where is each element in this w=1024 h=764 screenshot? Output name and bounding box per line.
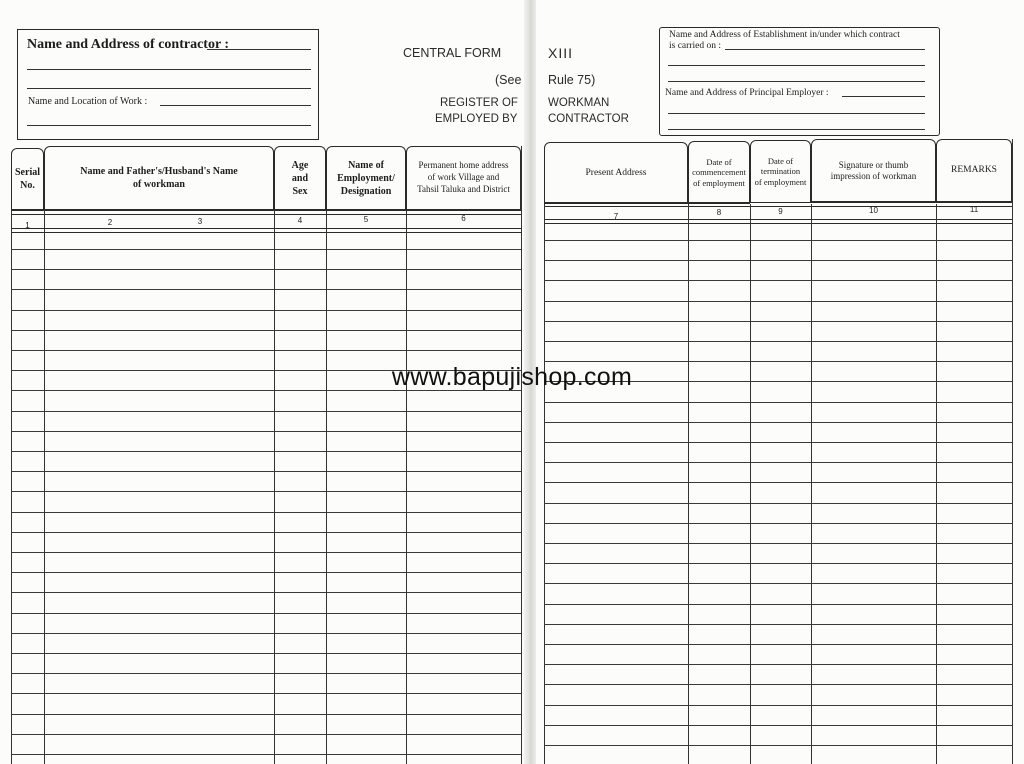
col-number: 6 [461,214,466,223]
col-number: 5 [363,215,369,224]
register-row-line[interactable] [544,361,1012,362]
col-number: 9 [778,207,783,216]
right-table-border [544,204,545,764]
register-row-line[interactable] [11,451,521,452]
contractor-fill-line[interactable] [27,88,311,89]
register-row-line[interactable] [544,583,1012,584]
register-row-line[interactable] [11,310,521,311]
right-table-border [1012,139,1013,764]
register-row-line[interactable] [544,563,1012,564]
register-row-line[interactable] [544,745,1012,746]
register-row-line[interactable] [544,644,1012,645]
contractor-text: CONTRACTOR [548,113,629,125]
register-row-line[interactable] [11,592,521,593]
register-row-line[interactable] [11,633,521,634]
col-header-termination: Date of termination of employment [750,140,811,203]
watermark-text: www.bapujishop.com [391,363,633,391]
col-header-serial: Serial No. [11,148,44,210]
right-col-divider [750,204,751,764]
right-number-rule [544,219,1012,224]
col-header-commencement: Date of commencement of employment [688,141,750,204]
register-row-line[interactable] [11,714,521,715]
register-row-line[interactable] [544,523,1012,524]
location-fill-line[interactable] [160,105,311,106]
col-number: 2 [107,218,113,227]
left-col-divider [274,210,275,764]
register-row-line[interactable] [544,462,1012,463]
establishment-label-cont: is carried on : [669,41,721,51]
register-row-line[interactable] [544,422,1012,423]
left-table-border [11,210,12,764]
establishment-fill-line[interactable] [668,81,925,82]
register-row-line[interactable] [544,341,1012,342]
col-number: 8 [716,208,722,217]
contractor-name-label: Name and Address of contractor : [27,37,230,52]
register-row-line[interactable] [11,269,521,270]
principal-fill-line[interactable] [842,96,925,97]
form-number: XIII [548,45,574,61]
principal-fill-line[interactable] [668,113,925,114]
col-header-present-address: Present Address [544,142,688,204]
register-row-line[interactable] [11,532,521,533]
left-col-divider [326,210,327,764]
register-row-line[interactable] [11,431,521,432]
establishment-label: Name and Address of Establishment in/under which contract [669,30,900,40]
col-number: 1 [25,221,30,230]
col-number: 4 [297,216,303,225]
right-col-divider [688,204,689,764]
register-row-line[interactable] [11,471,521,472]
register-row-line[interactable] [11,653,521,654]
register-row-line[interactable] [544,664,1012,665]
register-row-line[interactable] [544,624,1012,625]
col-number: 3 [197,217,203,226]
col-header-age-sex: Age and Sex [274,146,326,210]
rule-text: Rule 75) [548,73,596,87]
form-title: CENTRAL FORM [403,46,502,60]
left-col-divider [406,210,407,764]
register-row-line[interactable] [544,684,1012,685]
col-header-name: Name and Father's/Husband's Name of workman [44,146,274,210]
register-row-line[interactable] [11,512,521,513]
location-fill-line[interactable] [27,125,311,126]
register-row-line[interactable] [11,491,521,492]
register-row-line[interactable] [544,725,1012,726]
register-row-line[interactable] [11,673,521,674]
contractor-fill-line[interactable] [27,69,311,70]
register-row-line[interactable] [544,503,1012,504]
col-number: 7 [613,212,619,221]
register-row-line[interactable] [11,734,521,735]
col-header-permanent-address: Permanent home address of work Village and Tahsil Taluka and District [406,146,521,210]
register-row-line[interactable] [11,330,521,331]
principal-employer-label: Name and Address of Principal Employer : [665,88,829,98]
work-location-label: Name and Location of Work : [28,96,148,107]
register-row-line[interactable] [544,543,1012,544]
register-row-line[interactable] [11,249,521,250]
right-col-divider [936,204,937,764]
employed-by-text: EMPLOYED BY [435,113,518,125]
right-col-divider [811,204,812,764]
principal-fill-line[interactable] [668,129,925,130]
col-header-employment: Name of Employment/ Designation [326,146,406,210]
register-row-line[interactable] [11,693,521,694]
register-of-text: REGISTER OF [440,97,518,109]
register-row-line[interactable] [11,572,521,573]
left-table-border [521,146,522,764]
col-header-signature: Signature or thumb impression of workman [811,139,936,202]
register-row-line[interactable] [11,289,521,290]
register-row-line[interactable] [11,552,521,553]
establishment-fill-line[interactable] [725,49,925,50]
register-row-line[interactable] [544,301,1012,302]
register-row-line[interactable] [544,280,1012,281]
establishment-fill-line[interactable] [668,65,925,66]
col-number: 10 [869,206,878,215]
see-text: (See [495,73,522,87]
left-col-divider [44,210,45,764]
workman-text: WORKMAN [548,97,610,109]
register-row-line[interactable] [544,260,1012,261]
register-row-line[interactable] [11,411,521,412]
register-row-line[interactable] [544,604,1012,605]
register-row-line[interactable] [544,402,1012,403]
register-row-line[interactable] [11,350,521,351]
register-row-line[interactable] [544,240,1012,241]
register-row-line[interactable] [544,442,1012,443]
left-number-rule [11,228,521,233]
contractor-fill-line[interactable] [207,49,311,50]
col-header-remarks: REMARKS [936,139,1012,202]
register-row-line[interactable] [544,321,1012,322]
register-row-line[interactable] [11,754,521,755]
register-row-line[interactable] [544,705,1012,706]
register-row-line[interactable] [544,482,1012,483]
col-number: 11 [969,205,979,214]
register-row-line[interactable] [11,613,521,614]
